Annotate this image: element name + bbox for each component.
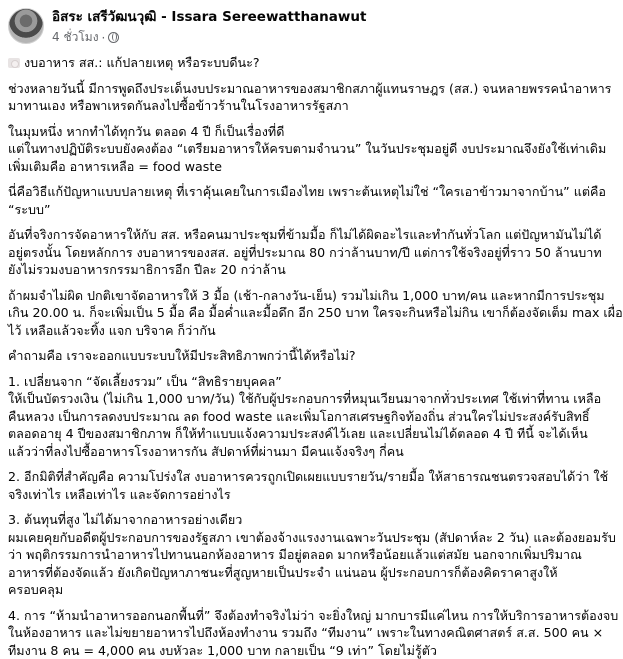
- text-line: 1. เปลี่ยนจาก “จัดเลี้ยงรวม” เป็น “สิทธิรายบุคคล”: [8, 373, 592, 391]
- text-line: “ระบบ”: [8, 201, 592, 219]
- text-line: คำถามคือ เราจะออกแบบระบบให้มีประสิทธิภาพกว่านี้ได้หรือไม่?: [8, 347, 592, 365]
- plate-utensils-icon: [8, 58, 20, 68]
- author-avatar[interactable]: [8, 8, 44, 44]
- paragraph-4: [8, 226, 592, 279]
- text-line: เพิ่มเติมคือ อาหารเหลือ = food waste: [8, 158, 592, 176]
- text-line: ถ้าผมจำไม่ผิด ปกติเขาจัดอาหารให้ 3 มื้อ (เช้า-กลางวัน-เย็น) รวมไม่เกิน 1,000 บาท/คน และหากมีการประชุม: [8, 287, 592, 305]
- text-line: อยู่ตรงนั้น โดยหลักการ งบอาหารของสส. อยู่ที่ประมาณ 80 กว่าล้านบาท/ปี แต่การใช้จริงอยู่ที่ราว 50 ล้านบาท: [8, 244, 592, 262]
- text-line: ในมุมหนึ่ง หากทำได้ทุกวัน ตลอด 4 ปี ก็เป็นเรื่องที่ดี: [8, 123, 592, 141]
- post-title-text: งบอาหาร สส.: แก้ปลายเหตุ หรือระบบดีนะ?: [24, 54, 260, 72]
- text-line: 3. ต้นทุนที่สูง ไม่ได้มาจากอาหารอย่างเดียว: [8, 511, 592, 529]
- text-line: ครอบคลุม: [8, 581, 592, 599]
- text-line: แต่ในทางปฏิบัติระบบยังคงต้อง “เตรียมอาหารให้ครบตามจำนวน” ในวันประชุมอยู่ดี งบประมาณจึงยังใช้เท่าเดิม: [8, 140, 592, 158]
- post-title: [8, 54, 592, 72]
- paragraph-point-1: [8, 373, 592, 461]
- text-line: ไว้ เหลือแล้วจะทิ้ง แจก บริจาค ก็ว่ากัน: [8, 322, 592, 340]
- globe-icon[interactable]: [108, 32, 119, 43]
- post-subline: [52, 28, 366, 47]
- text-line: จริงเท่าไร เหลือเท่าไร และจัดการอย่างไร: [8, 486, 592, 504]
- text-line: คืนหลวง เป็นการลดงบประมาณ ลด food waste และเพิ่มโอกาสเศรษฐกิจท้องถิ่น ส่วนใครไม่ประสงค์รับสิทธิ์: [8, 408, 592, 426]
- text-line: ทีมงาน 8 คน = 4,000 คน งบหัวละ 1,000 บาท กลายเป็น “9 เท่า” โดยไม่รู้ตัว: [8, 642, 592, 659]
- text-line: มาทานเอง หรือพาเหรดกันลงไปซื้อข้าวร้านในโรงอาหารรัฐสภา: [8, 97, 592, 115]
- text-line: ช่วงหลายวันนี้ มีการพูดถึงประเด็นงบประมาณอาหารของสมาชิกสภาผู้แทนราษฎร (สส.) จนหลายพรรคนำอาหาร: [8, 80, 592, 98]
- text-line: ให้เป็นบัตรวงเงิน (ไม่เกิน 1,000 บาท/วัน) ใช้กับผู้ประกอบการที่หมุนเวียนมาจากทั่วประเทศ ใช้เท่าที่ทาน เหลือ: [8, 390, 592, 408]
- separator-dot: ·: [102, 31, 106, 45]
- post-body: [8, 54, 592, 659]
- text-line: นี่คือวิธีแก้ปัญหาแบบปลายเหตุ ที่เราคุ้นเคยในการเมืองไทย เพราะต้นเหตุไม่ใช่ “ใครเอาข้าวมาจากบ้าน” แต่คือ: [8, 183, 592, 201]
- text-line: ในห้องอาหาร และไม่ขยายอาหารไปถึงห้องทำงาน รวมถึง “ทีมงาน” เพราะในทางคณิตศาสตร์ ส.ส. 500 คน ×: [8, 624, 592, 642]
- text-line: ยังไม่รวมงบอาหารกรรมาธิการอีก ปีละ 20 กว่าล้าน: [8, 261, 592, 279]
- text-line: 2. อีกมิติที่สำคัญคือ ความโปร่งใส งบอาหารควรถูกเปิดเผยแบบรายวัน/รายมื้อ ให้สาธารณชนตรวจสอบได้ว่า ใช้: [8, 468, 592, 486]
- paragraph-point-4: [8, 607, 592, 659]
- text-line: ผมเคยคุยกับอดีตผู้ประกอบการของรัฐสภา เขาต้องจ้างแรงงานเฉพาะวันประชุม (สัปดาห์ละ 2 วัน) และต้องยอมรับ: [8, 529, 592, 547]
- paragraph-2: [8, 123, 592, 176]
- post-timestamp[interactable]: 4 ชั่วโมง: [52, 28, 99, 47]
- post-header: [8, 6, 592, 46]
- paragraph-point-2: [8, 468, 592, 503]
- paragraph-point-3: [8, 511, 592, 599]
- text-line: ตลอดอายุ 4 ปีของสมาชิกภาพ ก็ให้ทำแบบแจ้งความประสงค์ไว้เลย และเปลี่ยนไม่ได้ตลอด 4 ปี ทีนี้ จะได้เห็น: [8, 425, 592, 443]
- text-line: 4. การ “ห้ามนำอาหารออกนอกพื้นที่” จึงต้องทำจริงไม่ว่า จะยิ่งใหญ่ มากบารมีแค่ไหน การให้บริการอาหารต้องจบ: [8, 607, 592, 625]
- paragraph-3: [8, 183, 592, 218]
- text-line: เกิน 20.00 น. ก็จะเพิ่มเป็น 5 มื้อ คือ มื้อค่ำและมื้อดึก อีก 250 บาท ใครจะกินหรือไม่กิน เขาก็ต้องจัดเต็ม max เผื่อ: [8, 304, 592, 322]
- text-line: ว่า พฤติกรรมการนำอาหารไปทานนอกห้องอาหาร มีอยู่ตลอด มากหรือน้อยแล้วแต่สมัย นอกจากเพิ่มปริมาณ: [8, 546, 592, 564]
- paragraph-6: [8, 347, 592, 365]
- paragraph-1: [8, 80, 592, 115]
- text-line: แล้วว่าที่ลงไปซื้ออาหารโรงอาหารกัน สัปดาห์ที่ผ่านมา มีคนแจ้งจริงๆ กี่คน: [8, 443, 592, 461]
- paragraph-5: [8, 287, 592, 340]
- text-line: อันที่จริงการจัดอาหารให้กับ สส. หรือคนมาประชุมที่ข้ามมื้อ ก็ไม่ได้ผิดอะไรและทำกันทั่วโลก แต่ปัญหามันไม่ได้: [8, 226, 592, 244]
- post-meta: [52, 5, 366, 47]
- author-name[interactable]: อิสระ เสรีวัฒนวุฒิ - Issara Sereewatthanawut: [52, 5, 366, 27]
- text-line: อาหารที่ต้องจัดแล้ว ยังเกิดปัญหาภาชนะที่สูญหายเป็นประจำ แน่นอน ผู้ประกอบการก็ต้องคิดราคาสูงให้: [8, 564, 592, 582]
